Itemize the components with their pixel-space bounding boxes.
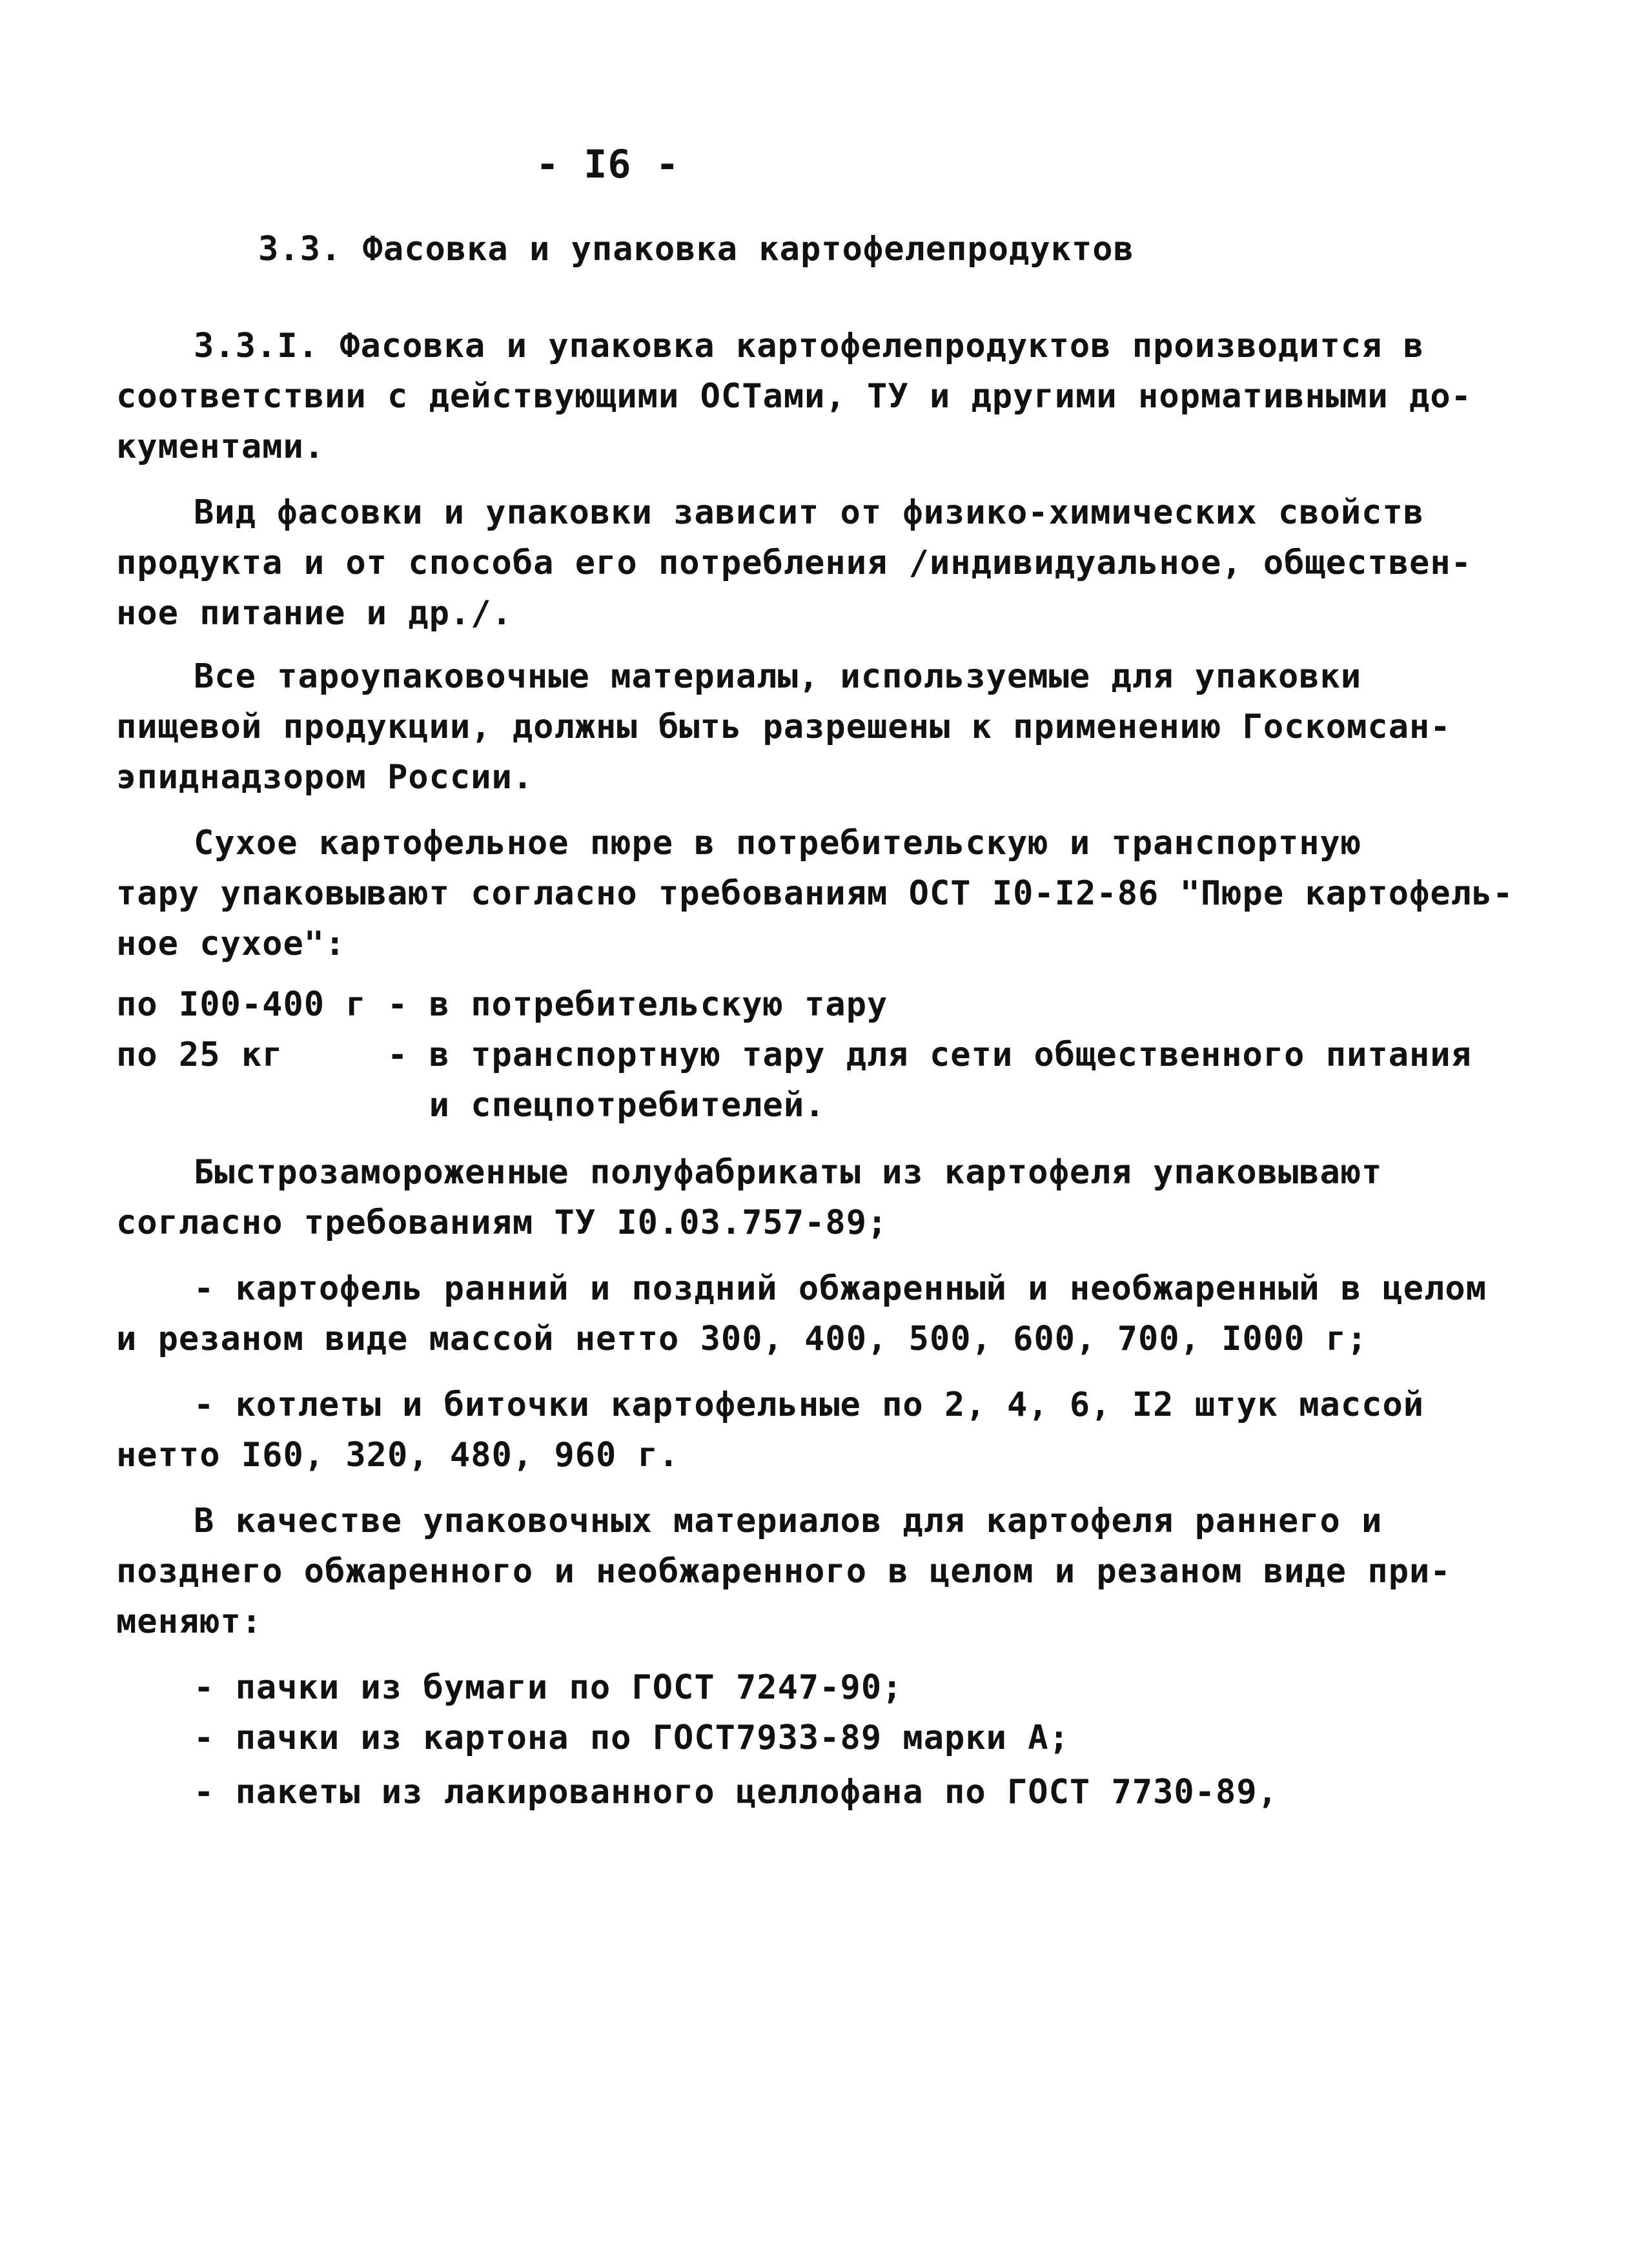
text-line: согласно требованиям ТУ I0.03.757-89; [116,1203,888,1242]
page-number: - I6 - [536,142,680,187]
text-line: В качестве упаковочных материалов для картофеля раннего и [194,1502,1383,1540]
text-line: Вид фасовки и упаковки зависит от физико-химических свойств [194,493,1425,532]
text-line: Все тароупаковочные материалы, используемые для упаковки [194,657,1362,696]
section-title: 3.3. Фасовка и упаковка картофелепродуктов [258,230,1134,269]
text-line: 3.3.I. Фасовка и упаковка картофелепродуктов производится в [194,327,1425,365]
list-item: - пакеты из лакированного целлофана по ГОСТ 7730-89, [194,1773,1278,1812]
text-line: пищевой продукции, должны быть разрешены к применению Госкомсан- [116,708,1451,746]
text-line: эпиднадзором России. [116,758,534,797]
text-line: и спецпотребителей. [116,1086,826,1125]
text-line: - картофель ранний и поздний обжаренный и необжаренный в целом [194,1269,1487,1308]
text-line: кументами. [116,427,325,466]
text-line: Быстрозамороженные полуфабрикаты из картофеля упаковывают [194,1153,1383,1192]
text-line: и резаном виде массой нетто 300, 400, 500, 600, 700, I000 г; [116,1320,1368,1358]
text-line: по 25 кг - в транспортную тару для сети общественного питания [116,1036,1472,1074]
text-line: - котлеты и биточки картофельные по 2, 4, 6, I2 штук массой [194,1385,1425,1424]
text-line: позднего обжаренного и необжаренного в целом и резаном виде при- [116,1552,1451,1591]
text-line: Сухое картофельное пюре в потребительскую и транспортную [194,824,1362,863]
text-line: соответствии с действующими ОСТами, ТУ и другими нормативными до- [116,377,1472,416]
text-line: меняют: [116,1602,263,1641]
text-line: нетто I60, 320, 480, 960 г. [116,1436,680,1475]
list-item: - пачки из бумаги по ГОСТ 7247-90; [194,1668,903,1707]
text-line: продукта и от способа его потребления /индивидуальное, обществен- [116,544,1472,582]
list-item: - пачки из картона по ГОСТ7933-89 марки А; [194,1719,1070,1757]
text-line: по I00-400 г - в потребительскую тару [116,985,888,1024]
text-line: ное сухое": [116,925,346,963]
text-line: тару упаковывают согласно требованиям ОСТ I0-I2-86 "Пюре картофель- [116,874,1514,913]
text-line: ное питание и др./. [116,594,513,633]
